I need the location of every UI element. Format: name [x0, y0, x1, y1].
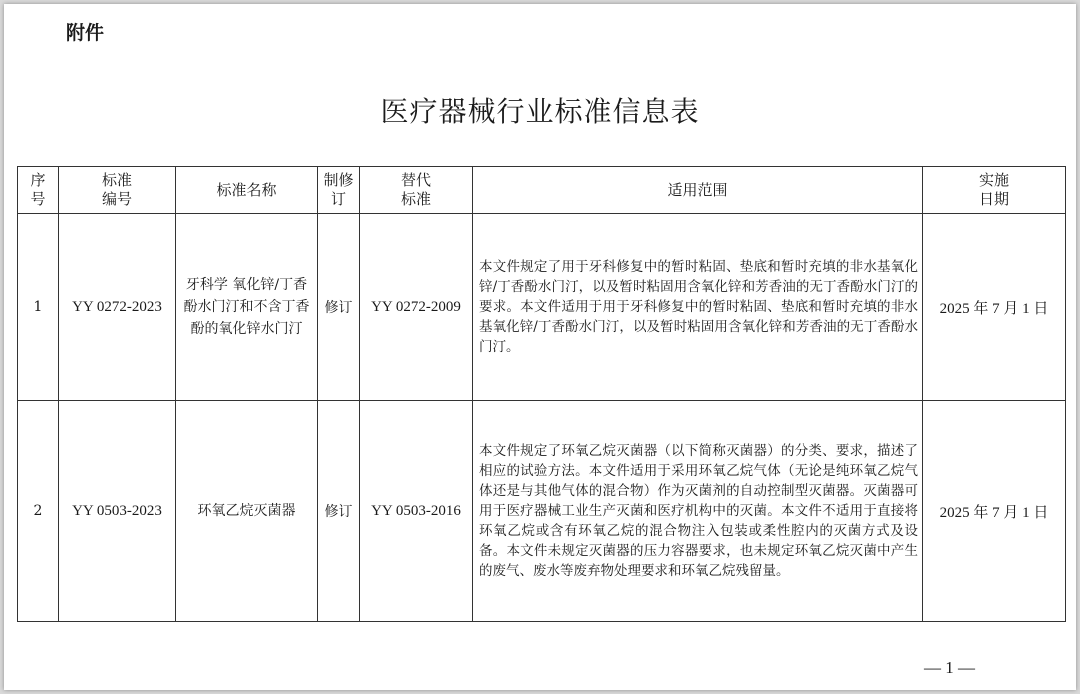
row-replaces: YY 0272-2009	[360, 214, 473, 401]
attachment-label: 附件	[66, 22, 105, 44]
header-replaces: 替代 标准	[360, 167, 473, 214]
row-scope: 本文件规定了环氧乙烷灭菌器（以下简称灭菌器）的分类、要求，描述了相应的试验方法。本文件适用于采用环氧乙烷气体（无论是纯环氧乙烷气体还是与其他气体的混合物）作为灭菌剂的自动控制型灭菌器。灭菌器可用于医疗器械工业生产灭菌和医疗机构中的灭菌。本文件不适用于直接将环氧乙烷或含有环氧乙烷的混合物注入包装或柔性腔内的灭菌方式及设备。本文件未规定灭菌器的压力容器要求，也未规定环氧乙烷灭菌中产生的废气、废水等废弃物处理要求和环氧乙烷残留量。	[473, 401, 923, 622]
document-page	[4, 4, 1076, 690]
table-header-row	[18, 167, 1066, 214]
row-code: YY 0272-2023	[59, 214, 176, 401]
row-revision: 修订	[318, 214, 360, 401]
page-number: — 1 —	[924, 658, 975, 677]
row-name: 环氧乙烷灭菌器	[176, 401, 318, 622]
header-seq: 序 号	[18, 167, 59, 214]
row-revision: 修订	[318, 401, 360, 622]
table-row	[18, 214, 1066, 401]
row-code: YY 0503-2023	[59, 401, 176, 622]
row-name: 牙科学 氧化锌/丁香酚水门汀和不含丁香酚的氧化锌水门汀	[176, 214, 318, 401]
standards-table	[17, 166, 1066, 622]
page-title: 医疗器械行业标准信息表	[380, 95, 700, 128]
row-scope: 本文件规定了用于牙科修复中的暂时粘固、垫底和暂时充填的非水基氧化锌/丁香酚水门汀，以及暂时粘固用含氧化锌和芳香油的无丁香酚水门汀的要求。本文件适用于用于牙科修复中的暂时粘固、垫底和暂时充填的非水基氧化锌/丁香酚水门汀，以及暂时粘固用含氧化锌和芳香油的无丁香酚水门汀。	[473, 214, 923, 401]
row-seq: 2	[18, 401, 59, 622]
header-revision: 制修 订	[318, 167, 360, 214]
row-seq: 1	[18, 214, 59, 401]
header-date: 实施 日期	[923, 167, 1066, 214]
header-code: 标准 编号	[59, 167, 176, 214]
row-date: 2025 年 7 月 1 日	[923, 401, 1066, 622]
header-scope: 适用范围	[473, 167, 923, 214]
row-date: 2025 年 7 月 1 日	[923, 214, 1066, 401]
table-row	[18, 401, 1066, 622]
header-name: 标准名称	[176, 167, 318, 214]
row-replaces: YY 0503-2016	[360, 401, 473, 622]
